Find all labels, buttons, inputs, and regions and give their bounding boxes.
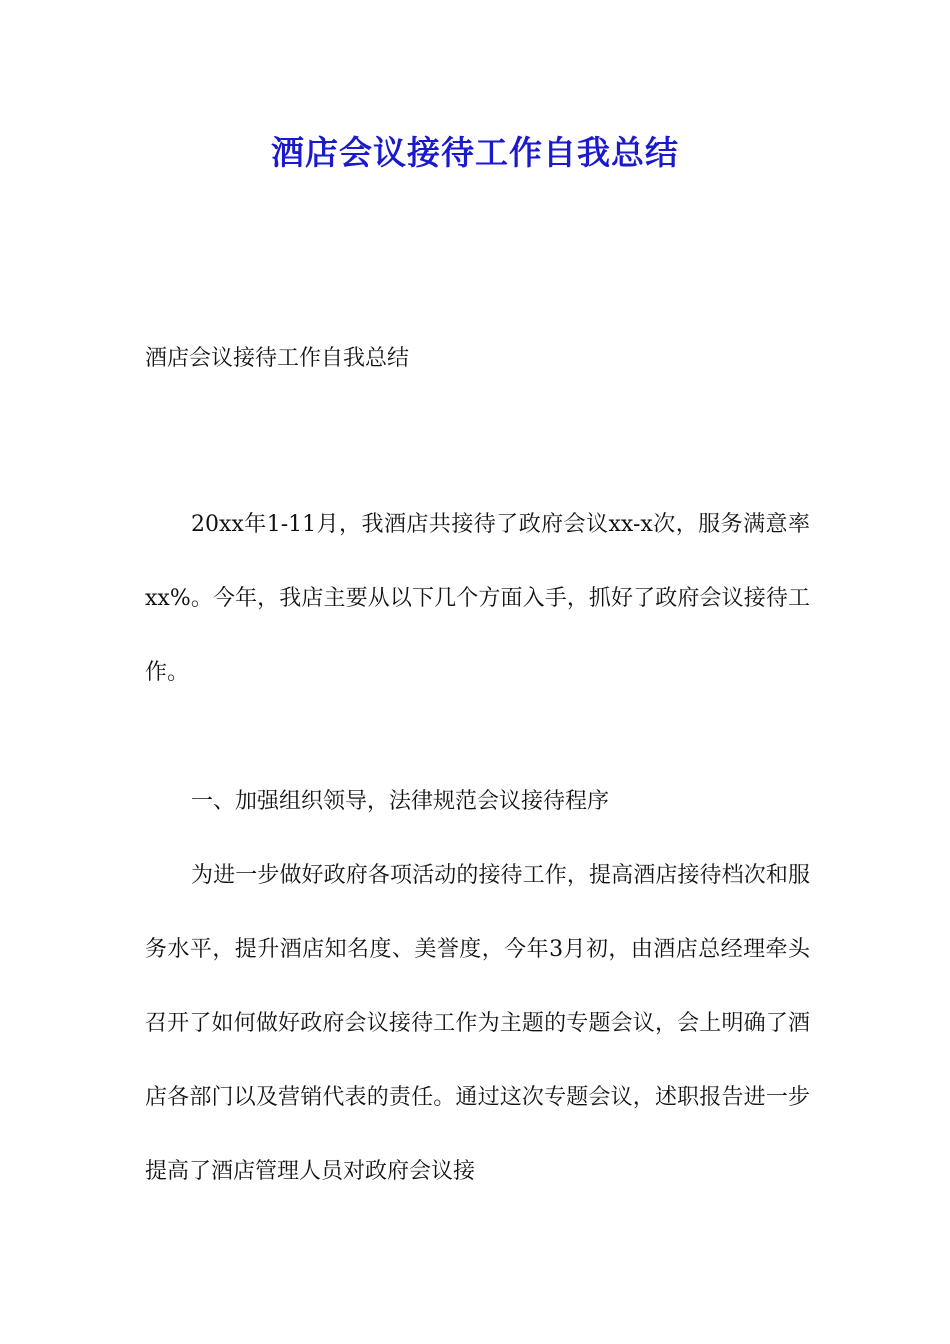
document-subtitle: 酒店会议接待工作自我总结 xyxy=(145,346,410,371)
paragraph-section-1: 为进一步做好政府各项活动的接待工作，提高酒店接待档次和服务水平，提升酒店知名度、美誉度，今年3月初，由酒店总经理牵头召开了如何做好政府会议接待工作为主题的专题会议，会上明确了酒店各部门以及营销代表的责任。通过这次专题会议，述职报告进一步提高了酒店管理人员对政府会议接 xyxy=(145,863,810,1184)
document-title: 酒店会议接待工作自我总结 xyxy=(271,133,679,172)
paragraph-gap xyxy=(145,710,810,765)
section-heading-1: 一、加强组织领导，法律规范会议接待程序 xyxy=(191,789,610,814)
document-body xyxy=(145,340,810,1209)
paragraph-intro: 20xx年1-11月，我酒店共接待了政府会议xx-x次，服务满意率xx%。今年，我店主要从以下几个方面入手，抓好了政府会议接待工作。 xyxy=(145,512,810,685)
